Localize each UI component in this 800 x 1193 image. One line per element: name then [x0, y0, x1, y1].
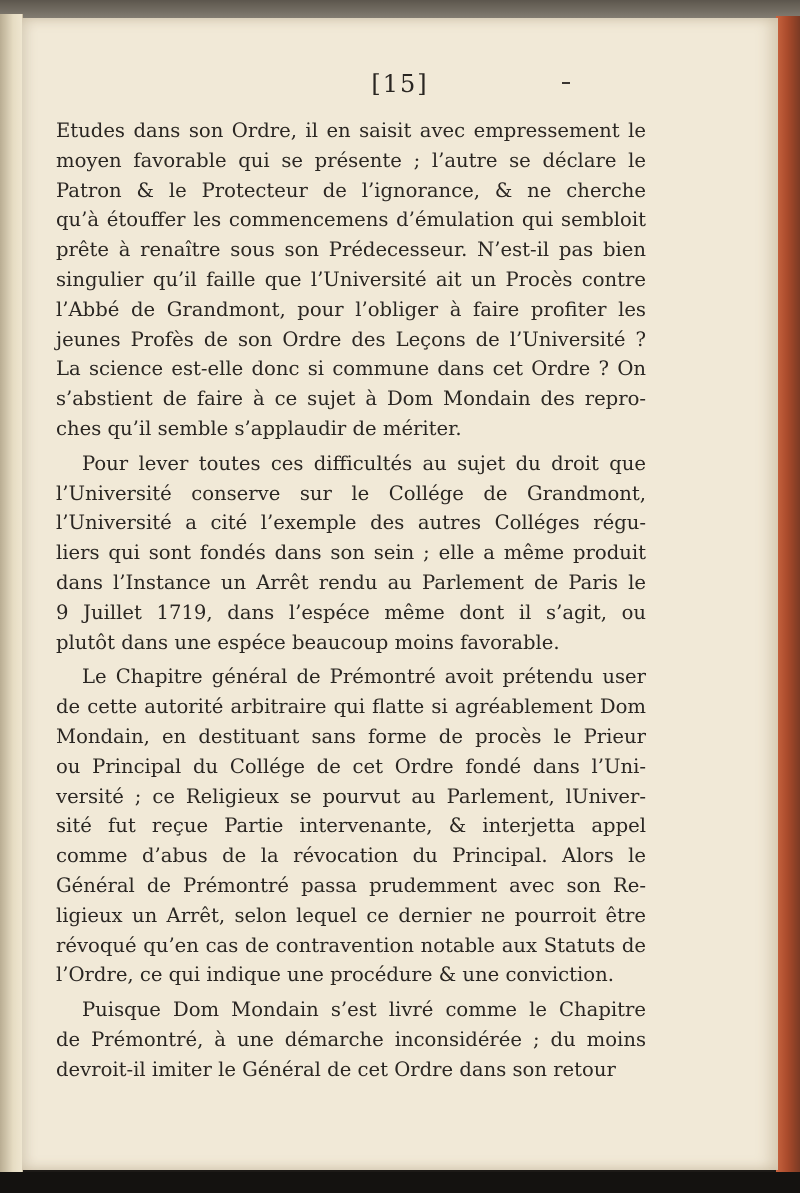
text-line: Mondain, en destituant sans forme de procès le Prieur [56, 724, 646, 748]
paragraph [56, 449, 646, 658]
text-line: dans l’Instance un Arrêt rendu au Parlement de Paris le [56, 570, 646, 594]
paragraph [56, 662, 646, 990]
text-line: l’Université conserve sur le Collége de Grandmont, [56, 481, 646, 505]
text-line: l’Abbé de Grandmont, pour l’obliger à faire profiter les [56, 297, 646, 321]
text-line: s’abstient de faire à ce sujet à Dom Mondain des repro- [56, 387, 646, 411]
text-line: Patron & le Protecteur de l’ignorance, & ne cherche [56, 178, 646, 202]
body-text [56, 116, 646, 1085]
text-line: ches qu’il semble s’applaudir de mériter. [56, 416, 462, 440]
text-line: 9 Juillet 1719, dans l’espéce même dont il s’agit, ou [56, 600, 646, 624]
text-line: versité ; ce Religieux se pourvut au Parlement, lUniver- [56, 784, 646, 808]
text-line: La science est-elle donc si commune dans cet Ordre ? On [56, 357, 646, 381]
paragraph [56, 116, 646, 444]
text-line: jeunes Profès de son Ordre des Leçons de l’Université ? [56, 327, 646, 351]
text-line: l’Université a cité l’exemple des autres Colléges régu- [56, 511, 646, 535]
text-line: sité fut reçue Partie intervenante, & interjetta appel [56, 814, 646, 838]
text-line: Général de Prémontré passa prudemment avec son Re- [56, 873, 646, 897]
book-page [22, 18, 778, 1170]
text-line: de Prémontré, à une démarche inconsidérée ; du moins [56, 1027, 646, 1051]
text-line: ou Principal du Collége de cet Ordre fondé dans l’Uni- [56, 754, 646, 778]
ink-mark [562, 82, 570, 84]
text-line: Le Chapitre général de Prémontré avoit prétendu user [82, 665, 646, 689]
text-line: révoqué qu’en cas de contravention notable aux Statuts de [56, 933, 646, 957]
scanner-bottom-strip [0, 1172, 800, 1193]
paragraph [56, 995, 646, 1084]
binding-gutter [0, 14, 23, 1179]
text-line: de cette autorité arbitraire qui flatte si agréablement Dom [56, 695, 646, 719]
page-number: [15] [371, 70, 429, 98]
text-line: comme d’abus de la révocation du Principal. Alors le [56, 844, 646, 868]
text-line: l’Ordre, ce qui indique une procédure & une conviction. [56, 963, 614, 987]
text-line: Puisque Dom Mondain s’est livré comme le Chapitre [82, 998, 646, 1022]
text-line: Etudes dans son Ordre, il en saisit avec empressement le [56, 119, 646, 142]
text-line: prête à renaître sous son Prédecesseur. N’est-il pas bien [56, 238, 646, 262]
text-line: Pour lever toutes ces difficultés au sujet du droit que [82, 451, 646, 475]
fore-edge [776, 16, 800, 1176]
text-line: liers qui sont fondés dans son sein ; elle a même produit [56, 541, 646, 565]
text-line: devroit-il imiter le Général de cet Ordre dans son retour [56, 1057, 616, 1081]
text-line: moyen favorable qui se présente ; l’autre se déclare le [56, 148, 646, 172]
text-line: qu’à étouffer les commencemens d’émulation qui sembloit [56, 208, 646, 232]
text-line: plutôt dans une espéce beaucoup moins favorable. [56, 630, 560, 654]
text-line: ligieux un Arrêt, selon lequel ce dernier ne pourroit être [56, 903, 646, 927]
text-line: singulier qu’il faille que l’Université ait un Procès contre [56, 267, 646, 291]
